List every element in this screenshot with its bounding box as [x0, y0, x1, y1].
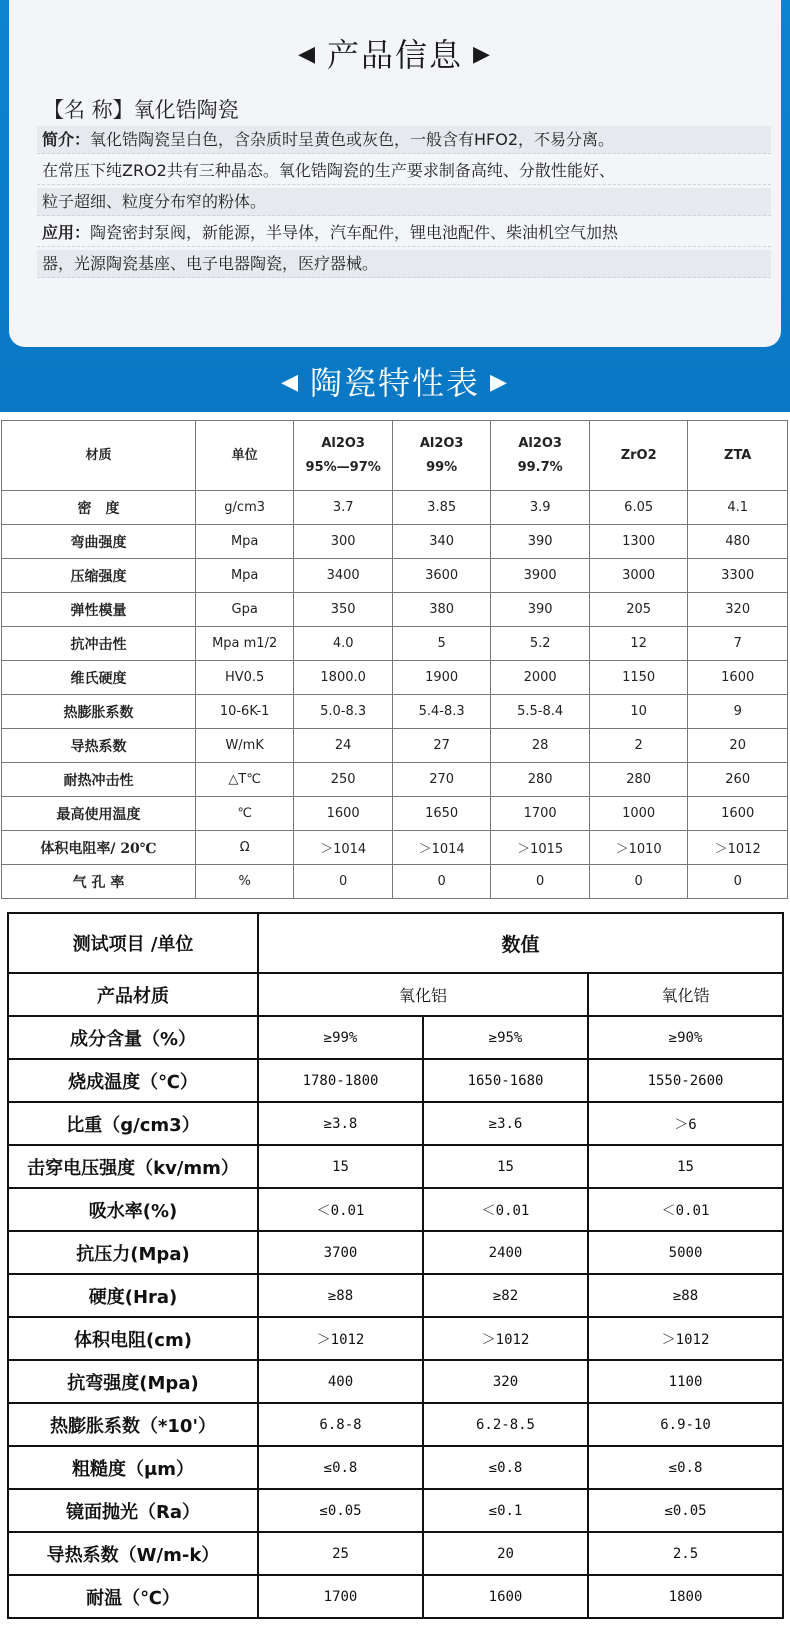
table-cell: 1600	[423, 1575, 588, 1618]
product-name: 【名 称】氧化锆陶瓷	[43, 98, 239, 122]
table-cell: 1600	[294, 797, 393, 831]
table-cell: 280	[491, 763, 590, 797]
row-label: 密 度	[2, 491, 196, 525]
table-row	[2, 593, 788, 627]
table-cell: 27	[392, 729, 491, 763]
table-row	[2, 695, 788, 729]
table-cell: 0	[589, 865, 688, 899]
table-cell: 400	[258, 1360, 423, 1403]
info-text: 陶瓷密封泵阀，新能源，半导体，汽车配件，锂电池配件、柴油机空气加热	[90, 223, 619, 242]
test-header-row	[8, 913, 783, 973]
table-cell: 12	[589, 627, 688, 661]
table-cell: 0	[392, 865, 491, 899]
table-cell: 1000	[589, 797, 688, 831]
table-cell: 0	[491, 865, 590, 899]
table-row	[2, 865, 788, 899]
header-cell: ZTA	[688, 421, 788, 491]
table-cell: 6.05	[589, 491, 688, 525]
table-cell: 1650-1680	[423, 1059, 588, 1102]
table-cell: ＜0.01	[423, 1188, 588, 1231]
table-cell: 15	[588, 1145, 783, 1188]
row-label: 抗弯强度(Mpa)	[8, 1360, 258, 1403]
table-row	[8, 1446, 783, 1489]
table-cell: 3900	[491, 559, 590, 593]
table-cell: ≥88	[258, 1274, 423, 1317]
table-cell: Ω	[195, 831, 294, 865]
row-label: 热膨胀系数	[2, 695, 196, 729]
table-cell: ≤0.8	[423, 1446, 588, 1489]
row-label: 比重（g/cm3）	[8, 1102, 258, 1145]
table-cell: ≥3.6	[423, 1102, 588, 1145]
info-text: 粒子超细、粒度分布窄的粉体。	[42, 192, 267, 211]
table-cell: 320	[688, 593, 788, 627]
table-cell: 20	[423, 1532, 588, 1575]
header-cell: 氧化锆	[588, 973, 783, 1016]
row-label: 抗冲击性	[2, 627, 196, 661]
table-cell: ＞6	[588, 1102, 783, 1145]
table-cell: 3600	[392, 559, 491, 593]
table-cell: ＞1014	[392, 831, 491, 865]
table-cell: 6.9-10	[588, 1403, 783, 1446]
table-header-row	[2, 421, 788, 491]
row-label: 抗压力(Mpa)	[8, 1231, 258, 1274]
table-cell: 1600	[688, 661, 788, 695]
table-row	[8, 1360, 783, 1403]
right-arrow-icon: ▶	[490, 369, 509, 395]
table-cell: HV0.5	[195, 661, 294, 695]
table-cell: 0	[294, 865, 393, 899]
table-cell: 270	[392, 763, 491, 797]
row-label: 压缩强度	[2, 559, 196, 593]
table-cell: ＞1014	[294, 831, 393, 865]
header-cell: 材质	[2, 421, 196, 491]
table-cell: 300	[294, 525, 393, 559]
table-cell: 480	[688, 525, 788, 559]
table-cell: 5.2	[491, 627, 590, 661]
table-cell: ≤0.05	[258, 1489, 423, 1532]
table-row	[8, 1188, 783, 1231]
table-cell: ≤0.8	[258, 1446, 423, 1489]
table-cell: 380	[392, 593, 491, 627]
table-cell: 350	[294, 593, 393, 627]
header-cell: Al2O3 99.7%	[491, 421, 590, 491]
row-label: 导热系数	[2, 729, 196, 763]
table-cell: 1100	[588, 1360, 783, 1403]
table-cell: 1700	[491, 797, 590, 831]
table-cell: 3400	[294, 559, 393, 593]
table-cell: 3.85	[392, 491, 491, 525]
header-cell: Al2O3 95%—97%	[294, 421, 393, 491]
table-cell: ≤0.05	[588, 1489, 783, 1532]
table-cell: 1150	[589, 661, 688, 695]
table-cell: 390	[491, 525, 590, 559]
info-line	[37, 219, 771, 247]
table-cell: ＜0.01	[588, 1188, 783, 1231]
table-cell: 250	[294, 763, 393, 797]
table-cell: 1800.0	[294, 661, 393, 695]
properties-heading	[0, 358, 790, 404]
table-cell: 205	[589, 593, 688, 627]
table-cell: 2	[589, 729, 688, 763]
table-cell: ≤0.1	[423, 1489, 588, 1532]
table-cell: 320	[423, 1360, 588, 1403]
row-label: 击穿电压强度（kv/mm）	[8, 1145, 258, 1188]
row-label: 粗糙度（μm）	[8, 1446, 258, 1489]
info-line	[37, 126, 771, 154]
table-cell: 6.8-8	[258, 1403, 423, 1446]
table-cell: 5.5-8.4	[491, 695, 590, 729]
header-cell: 数值	[258, 913, 783, 973]
row-label: 耐温（℃）	[8, 1575, 258, 1618]
table-cell: Mpa m1/2	[195, 627, 294, 661]
test-items-table	[7, 912, 784, 1619]
table-row	[2, 831, 788, 865]
info-text: 器，光源陶瓷基座、电子电器陶瓷，医疗器械。	[42, 254, 379, 273]
table-cell: g/cm3	[195, 491, 294, 525]
table-cell: ℃	[195, 797, 294, 831]
table-cell: 1800	[588, 1575, 783, 1618]
row-label: 镜面抛光（Ra）	[8, 1489, 258, 1532]
table-cell: 25	[258, 1532, 423, 1575]
product-info-card	[9, 0, 781, 347]
table-cell: 1300	[589, 525, 688, 559]
left-arrow-icon: ◀	[281, 369, 300, 395]
table-row	[8, 1231, 783, 1274]
table-cell: ≥99%	[258, 1016, 423, 1059]
row-label: 维氏硬度	[2, 661, 196, 695]
table-cell: 15	[423, 1145, 588, 1188]
table-cell: 1600	[688, 797, 788, 831]
table-cell: 260	[688, 763, 788, 797]
table-cell: %	[195, 865, 294, 899]
table-row	[8, 1489, 783, 1532]
table-cell: 3.9	[491, 491, 590, 525]
table-cell: 390	[491, 593, 590, 627]
table-cell: 3300	[688, 559, 788, 593]
table-row	[8, 1403, 783, 1446]
table-cell: ≥95%	[423, 1016, 588, 1059]
table-cell: 280	[589, 763, 688, 797]
material-header-row	[8, 973, 783, 1016]
row-label: 体积电阻(cm)	[8, 1317, 258, 1360]
table-row	[2, 763, 788, 797]
properties-title: 陶瓷特性表	[309, 364, 480, 402]
table-cell: Mpa	[195, 559, 294, 593]
right-arrow-icon: ▶	[473, 41, 492, 67]
row-label: 弯曲强度	[2, 525, 196, 559]
table-cell: 0	[688, 865, 788, 899]
row-label: 吸水率(%)	[8, 1188, 258, 1231]
table-row	[8, 1532, 783, 1575]
table-row	[2, 627, 788, 661]
table-cell: ≤0.8	[588, 1446, 783, 1489]
table-cell: ≥82	[423, 1274, 588, 1317]
table-cell: ≥3.8	[258, 1102, 423, 1145]
table-row	[8, 1145, 783, 1188]
table-cell: 340	[392, 525, 491, 559]
table-row	[8, 1102, 783, 1145]
table-cell: 3000	[589, 559, 688, 593]
table-row	[2, 491, 788, 525]
table-cell: 4.1	[688, 491, 788, 525]
left-arrow-icon: ◀	[298, 41, 317, 67]
table-cell: 5.4-8.3	[392, 695, 491, 729]
info-line	[37, 157, 771, 185]
table-cell: 20	[688, 729, 788, 763]
table-row	[8, 1016, 783, 1059]
table-cell: 10-6K-1	[195, 695, 294, 729]
table-cell: 2400	[423, 1231, 588, 1274]
info-line	[37, 188, 771, 216]
header-cell: Al2O3 99%	[392, 421, 491, 491]
table-cell: 7	[688, 627, 788, 661]
info-key: 应用：	[42, 223, 91, 242]
info-text: 在常压下纯ZRO2共有三种晶态。氧化锆陶瓷的生产要求制备高纯、分散性能好、	[42, 161, 615, 180]
row-label: 气 孔 率	[2, 865, 196, 899]
table-cell: 1700	[258, 1575, 423, 1618]
row-label: 热膨胀系数（*10'）	[8, 1403, 258, 1446]
info-key: 简介：	[42, 130, 91, 149]
row-label: 耐热冲击性	[2, 763, 196, 797]
table-cell: ≥88	[588, 1274, 783, 1317]
table-row	[8, 1317, 783, 1360]
row-label: 硬度(Hra)	[8, 1274, 258, 1317]
table-cell: 1650	[392, 797, 491, 831]
table-cell: 2000	[491, 661, 590, 695]
table-cell: △T℃	[195, 763, 294, 797]
row-label: 最高使用温度	[2, 797, 196, 831]
table-cell: 9	[688, 695, 788, 729]
table-cell: ＞1012	[258, 1317, 423, 1360]
header-cell: 测试项目 /单位	[8, 913, 258, 973]
table-cell: ＞1012	[688, 831, 788, 865]
table-cell: 24	[294, 729, 393, 763]
table-cell: ＞1012	[423, 1317, 588, 1360]
table-cell: W/mK	[195, 729, 294, 763]
table-row	[8, 1059, 783, 1102]
table-row	[2, 729, 788, 763]
table-row	[8, 1274, 783, 1317]
info-text: 氧化锆陶瓷呈白色，含杂质时呈黄色或灰色，一般含有HFO2，不易分离。	[90, 130, 615, 149]
table-cell: 6.2-8.5	[423, 1403, 588, 1446]
row-label: 成分含量（%）	[8, 1016, 258, 1059]
row-label: 弹性模量	[2, 593, 196, 627]
row-label: 体积电阻率/ 20℃	[2, 831, 196, 865]
row-label: 烧成温度（℃）	[8, 1059, 258, 1102]
table-cell: 3700	[258, 1231, 423, 1274]
header-cell: ZrO2	[589, 421, 688, 491]
table-cell: 15	[258, 1145, 423, 1188]
table-cell: 28	[491, 729, 590, 763]
table-row	[2, 661, 788, 695]
table-cell: 1900	[392, 661, 491, 695]
table-cell: 3.7	[294, 491, 393, 525]
table-row	[8, 1575, 783, 1618]
info-line	[37, 250, 771, 278]
table-cell: ≥90%	[588, 1016, 783, 1059]
table-cell: 10	[589, 695, 688, 729]
table-cell: 2.5	[588, 1532, 783, 1575]
row-label: 导热系数（W/m-k）	[8, 1532, 258, 1575]
header-cell: 产品材质	[8, 973, 258, 1016]
table-cell: Gpa	[195, 593, 294, 627]
table-cell: Mpa	[195, 525, 294, 559]
table-cell: ＞1012	[588, 1317, 783, 1360]
table-cell: 5000	[588, 1231, 783, 1274]
table-cell: 1780-1800	[258, 1059, 423, 1102]
ceramic-properties-table	[1, 420, 788, 899]
table-cell: 5.0-8.3	[294, 695, 393, 729]
table-cell: 4.0	[294, 627, 393, 661]
table-cell: ＞1010	[589, 831, 688, 865]
product-info-heading	[9, 30, 781, 76]
table-cell: 5	[392, 627, 491, 661]
table-row	[2, 559, 788, 593]
header-cell: 氧化铝	[258, 973, 588, 1016]
table-cell: ＞1015	[491, 831, 590, 865]
header-cell: 单位	[195, 421, 294, 491]
product-info-title: 产品信息	[326, 36, 463, 74]
table-cell: ＜0.01	[258, 1188, 423, 1231]
table-cell: 1550-2600	[588, 1059, 783, 1102]
table-row	[2, 525, 788, 559]
table-row	[2, 797, 788, 831]
